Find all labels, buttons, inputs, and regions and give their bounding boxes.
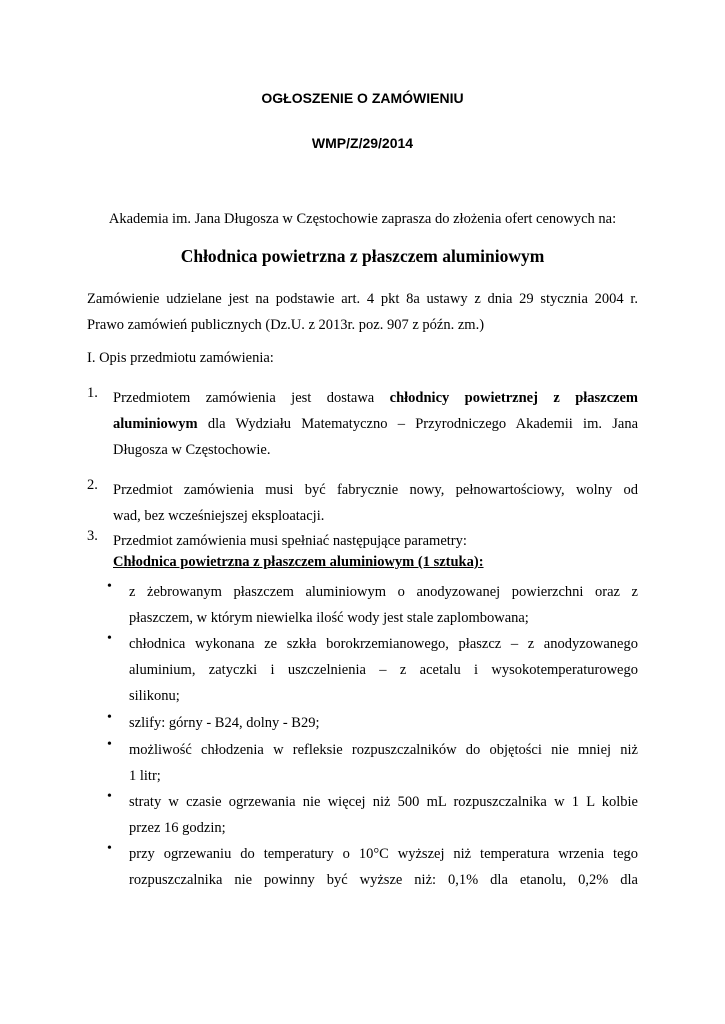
list-item-text: dla Wydziału Matematyczno – Przyrodniczego Akademii im. Jana — [197, 416, 638, 432]
bullet-icon: • — [107, 789, 112, 804]
bullet-icon: • — [107, 579, 112, 594]
bullet-icon: • — [107, 841, 112, 856]
bullet-icon: • — [107, 631, 112, 646]
bullet-line: przy ogrzewaniu do temperatury o 10°C wyższej niż temperatura wrzenia tego — [129, 846, 638, 862]
list-number: 3. — [87, 528, 98, 544]
bullet-line: straty w czasie ogrzewania nie więcej niż 500 mL rozpuszczalnika w 1 L kolbie — [129, 794, 638, 810]
legal-basis-paragraph — [87, 286, 638, 338]
bullet-line: aluminium, zatyczki i uszczelnienia – z acetalu i wysokotemperaturowego — [129, 662, 638, 678]
bullet-item — [129, 789, 638, 841]
list-item — [113, 385, 638, 463]
bullet-item — [129, 710, 638, 736]
list-item — [113, 528, 638, 554]
document-reference: WMP/Z/29/2014 — [311, 135, 414, 151]
section-heading: I. Opis przedmiotu zamówienia: — [87, 350, 274, 366]
list-item-line: Długosza w Częstochowie. — [113, 442, 271, 458]
bullet-line: rozpuszczalnika nie powinny być wyższe niż: 0,1% dla etanolu, 0,2% dla — [129, 872, 638, 888]
list-item-line: wad, bez wcześniejszej eksploatacji. — [113, 508, 325, 524]
list-number: 2. — [87, 477, 98, 493]
list-number: 1. — [87, 385, 98, 401]
list-item — [113, 477, 638, 529]
bullet-icon: • — [107, 737, 112, 752]
bullet-item — [129, 841, 638, 893]
list-item-line — [113, 411, 638, 437]
spec-heading: Chłodnica powietrzna z płaszczem aluminiowym (1 sztuka): — [113, 554, 484, 570]
bullet-line: płaszczem, w którym niewielka ilość wody jest stale zaplombowana; — [129, 610, 529, 626]
invitation-text: Akademia im. Jana Długosza w Częstochowie zaprasza do złożenia ofert cenowych na: — [108, 211, 617, 227]
subject-heading: Chłodnica powietrzna z płaszczem aluminiowym — [180, 246, 545, 266]
bullet-icon: • — [107, 710, 112, 725]
legal-basis-line: Prawo zamówień publicznych (Dz.U. z 2013r. poz. 907 z późn. zm.) — [87, 317, 485, 333]
list-item-bold-text: aluminiowym — [113, 416, 198, 432]
bullet-line: 1 litr; — [129, 768, 161, 784]
bullet-line: z żebrowanym płaszczem aluminiowym o anodyzowanej powierzchni oraz z — [129, 584, 638, 600]
bullet-line: przez 16 godzin; — [129, 820, 226, 836]
list-item-bold-text: chłodnicy powietrznej z płaszczem — [389, 390, 638, 406]
list-item-line: Przedmiot zamówienia musi być fabrycznie nowy, pełnowartościowy, wolny od — [113, 482, 638, 498]
document-title: OGŁOSZENIE O ZAMÓWIENIU — [261, 90, 464, 106]
bullet-line: możliwość chłodzenia w refleksie rozpuszczalników do objętości nie mniej niż — [129, 742, 638, 758]
bullet-item — [129, 737, 638, 789]
bullet-line: szlify: górny - B24, dolny - B29; — [129, 715, 320, 731]
list-item-line — [113, 385, 638, 411]
bullet-item — [129, 579, 638, 631]
legal-basis-line: Zamówienie udzielane jest na podstawie art. 4 pkt 8a ustawy z dnia 29 stycznia 2004 r. — [87, 291, 638, 307]
bullet-line: chłodnica wykonana ze szkła borokrzemianowego, płaszcz – z anodyzowanego — [129, 636, 638, 652]
bullet-item — [129, 631, 638, 709]
bullet-line: silikonu; — [129, 688, 180, 704]
list-item-text: Przedmiotem zamówienia jest dostawa — [113, 390, 390, 406]
list-item-line: Przedmiot zamówienia musi spełniać następujące parametry: — [113, 533, 467, 549]
